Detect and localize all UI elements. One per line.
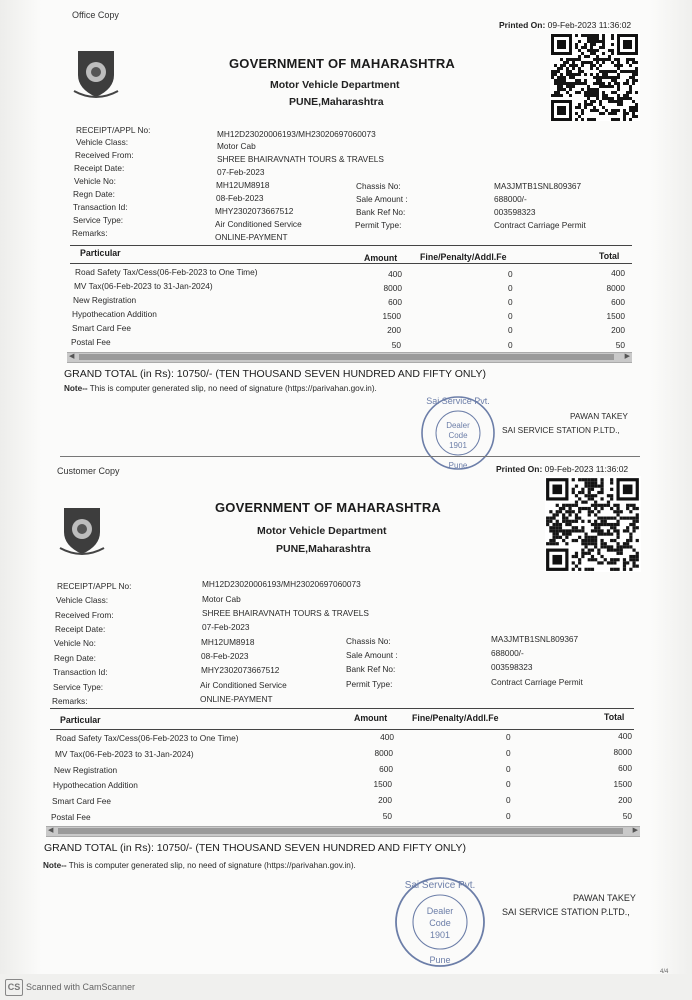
signatory-firm: SAI SERVICE STATION P.LTD., [502, 907, 630, 917]
note-label: Note-- [64, 384, 88, 393]
row-particular: Hypothecation Addition [53, 780, 138, 790]
receipt-date-label: Receipt Date: [55, 624, 106, 634]
row-amount: 8000 [383, 283, 402, 293]
scrollbar-thumb[interactable] [79, 354, 614, 360]
col-fine: Fine/Penalty/Addl.Fe [420, 252, 507, 262]
row-total: 200 [611, 325, 625, 335]
remarks-value: ONLINE-PAYMENT [215, 232, 288, 242]
grand-total: GRAND TOTAL (in Rs): 10750/- (TEN THOUSAND SEVEN HUNDRED AND FIFTY ONLY) [44, 842, 467, 854]
row-total: 600 [618, 763, 632, 773]
scroll-right-icon[interactable]: ▶ [624, 353, 630, 360]
receipt-no-value: MH12D23020006193/MH23020697060073 [217, 129, 376, 139]
vehicle-class-value: Motor Cab [217, 141, 256, 151]
permit-type-label: Permit Type: [355, 220, 402, 230]
remarks-label: Remarks: [52, 696, 88, 706]
vehicle-class-label: Vehicle Class: [56, 595, 109, 605]
receipt-date-value: 07-Feb-2023 [217, 167, 265, 177]
vehicle-class-label: Vehicle Class: [76, 137, 129, 147]
row-amount: 400 [388, 269, 402, 279]
service-type-label: Service Type: [73, 215, 124, 225]
svg-text:Dealer: Dealer [446, 421, 470, 430]
page-title: GOVERNMENT OF MAHARASHTRA [229, 56, 455, 71]
printed-on [496, 464, 628, 474]
service-type-value: Air Conditioned Service [215, 219, 302, 229]
permit-type-value: Contract Carriage Permit [491, 677, 583, 687]
row-amount: 200 [378, 795, 392, 805]
department-name: Motor Vehicle Department [270, 79, 400, 91]
row-amount: 8000 [374, 748, 393, 758]
signatory-name: PAWAN TAKEY [573, 893, 636, 903]
row-amount: 50 [391, 340, 401, 350]
svg-text:Pune: Pune [448, 461, 468, 470]
table-top-rule [50, 708, 634, 709]
row-total: 600 [611, 297, 625, 307]
service-type-label: Service Type: [53, 682, 104, 692]
scanner-text: Scanned with CamScanner [26, 982, 136, 992]
row-fine: 0 [508, 283, 513, 293]
sale-amount-label: Sale Amount : [346, 650, 398, 660]
received-from-value: SHREE BHAIRAVNATH TOURS & TRAVELS [202, 608, 369, 618]
vehicle-no-value: MH12UM8918 [201, 637, 255, 647]
row-particular: Smart Card Fee [72, 323, 132, 333]
vehicle-no-label: Vehicle No: [74, 176, 116, 186]
transaction-id-value: MHY2302073667512 [215, 206, 294, 216]
sale-amount-label: Sale Amount : [356, 194, 408, 204]
col-amount: Amount [354, 713, 388, 723]
printed-on-value: 09-Feb-2023 11:36:02 [547, 20, 632, 30]
row-fine: 0 [506, 748, 511, 758]
row-particular: New Registration [54, 765, 118, 775]
bank-ref-value: 003598323 [491, 662, 533, 672]
row-total: 1500 [613, 779, 632, 789]
row-amount: 1500 [373, 779, 392, 789]
note-text: This is computer generated slip, no need of signature (https://parivahan.gov.in). [89, 384, 377, 393]
row-particular: Smart Card Fee [52, 796, 112, 806]
signatory-name: PAWAN TAKEY [570, 411, 628, 421]
row-fine: 0 [506, 732, 511, 742]
receipt-no-label: RECEIPT/APPL No: [76, 125, 151, 135]
svg-text:Code: Code [448, 431, 468, 440]
regn-date-label: Regn Date: [73, 189, 115, 199]
copy-separator [60, 456, 640, 457]
receipt-date-value: 07-Feb-2023 [202, 622, 250, 632]
row-fine: 0 [508, 297, 513, 307]
receipt-date-label: Receipt Date: [74, 163, 125, 173]
dealer-stamp-icon [385, 872, 495, 972]
scrollbar-thumb[interactable] [58, 828, 623, 834]
service-type-value: Air Conditioned Service [200, 680, 287, 690]
received-from-value: SHREE BHAIRAVNATH TOURS & TRAVELS [217, 154, 384, 164]
copy-label: Customer Copy [57, 466, 120, 476]
permit-type-label: Permit Type: [346, 679, 393, 689]
remarks-label: Remarks: [72, 228, 108, 238]
row-total: 50 [622, 811, 632, 821]
row-particular: Road Safety Tax/Cess(06-Feb-2023 to One Time) [56, 733, 239, 743]
regn-date-label: Regn Date: [54, 653, 96, 663]
svg-text:Dealer: Dealer [426, 906, 454, 916]
row-amount: 600 [388, 297, 402, 307]
row-amount: 600 [379, 764, 393, 774]
receipt-no-label: RECEIPT/APPL No: [57, 581, 132, 591]
row-fine: 0 [508, 311, 513, 321]
chassis-no-label: Chassis No: [356, 181, 401, 191]
chassis-no-label: Chassis No: [346, 636, 391, 646]
col-total: Total [599, 251, 620, 261]
col-particular: Particular [80, 248, 121, 258]
received-from-label: Received From: [75, 150, 134, 160]
row-particular: New Registration [73, 295, 137, 305]
sale-amount-value: 688000/- [491, 648, 524, 658]
note-label: Note-- [43, 861, 67, 870]
row-particular: Hypothecation Addition [72, 309, 157, 319]
remarks-value: ONLINE-PAYMENT [200, 694, 273, 704]
row-fine: 0 [508, 325, 513, 335]
col-fine: Fine/Penalty/Addl.Fe [412, 713, 499, 723]
location: PUNE,Maharashtra [289, 96, 384, 108]
bank-ref-label: Bank Ref No: [356, 207, 406, 217]
row-fine: 0 [506, 795, 511, 805]
printed-on-label: Printed On: [496, 464, 543, 474]
row-amount: 200 [387, 325, 401, 335]
note-text: This is computer generated slip, no need of signature (https://parivahan.gov.in). [68, 861, 356, 870]
row-particular: Road Safety Tax/Cess(06-Feb-2023 to One Time) [75, 267, 258, 277]
row-total: 200 [618, 795, 632, 805]
svg-text:1901: 1901 [429, 930, 451, 940]
transaction-id-label: Transaction Id: [73, 202, 128, 212]
scroll-right-icon[interactable]: ▶ [632, 827, 638, 834]
svg-text:Sai Service Pvt.: Sai Service Pvt. [404, 880, 476, 891]
row-particular: Postal Fee [51, 812, 91, 822]
regn-date-value: 08-Feb-2023 [216, 193, 264, 203]
sale-amount-value: 688000/- [494, 194, 527, 204]
row-amount: 400 [380, 732, 394, 742]
col-particular: Particular [60, 715, 101, 725]
row-total: 1500 [606, 311, 625, 321]
vehicle-no-label: Vehicle No: [54, 638, 96, 648]
qr-code-icon [550, 33, 640, 121]
dealer-stamp-icon [410, 392, 506, 474]
row-amount: 50 [382, 811, 392, 821]
scroll-left-icon[interactable]: ◀ [69, 353, 75, 360]
row-total: 400 [618, 731, 632, 741]
printed-on-value: 09-Feb-2023 11:36:02 [544, 464, 629, 474]
row-fine: 0 [508, 269, 513, 279]
receipt-no-value: MH12D23020006193/MH23020697060073 [202, 579, 361, 589]
signatory-firm: SAI SERVICE STATION P.LTD., [502, 425, 620, 435]
location: PUNE,Maharashtra [276, 543, 371, 555]
row-total: 8000 [613, 747, 632, 757]
grand-total: GRAND TOTAL (in Rs): 10750/- (TEN THOUSAND SEVEN HUNDRED AND FIFTY ONLY) [64, 368, 487, 380]
col-total: Total [604, 712, 625, 722]
horizontal-scrollbar[interactable] [67, 352, 632, 363]
permit-type-value: Contract Carriage Permit [494, 220, 586, 230]
vehicle-class-value: Motor Cab [202, 594, 241, 604]
svg-text:1901: 1901 [449, 441, 467, 450]
col-amount: Amount [364, 253, 398, 263]
bank-ref-value: 003598323 [494, 207, 536, 217]
horizontal-scrollbar[interactable] [46, 826, 640, 837]
transaction-id-value: MHY2302073667512 [201, 665, 280, 675]
row-total: 50 [615, 340, 625, 350]
maharashtra-emblem-icon [56, 502, 108, 558]
row-fine: 0 [506, 811, 511, 821]
row-fine: 0 [506, 779, 511, 789]
copy-label: Office Copy [72, 10, 119, 20]
table-header-rule [70, 263, 632, 264]
maharashtra-emblem-icon [70, 45, 122, 101]
printed-on [499, 20, 631, 30]
svg-text:Sai Service Pvt.: Sai Service Pvt. [426, 396, 490, 406]
row-total: 400 [611, 268, 625, 278]
bank-ref-label: Bank Ref No: [346, 664, 396, 674]
svg-text:Code: Code [429, 918, 451, 928]
computer-generated-note [43, 861, 356, 870]
row-particular: Postal Fee [71, 337, 111, 347]
vehicle-no-value: MH12UM8918 [216, 180, 270, 190]
chassis-no-value: MA3JMTB1SNL809367 [494, 181, 582, 191]
svg-text:Pune: Pune [429, 955, 451, 965]
row-particular: MV Tax(06-Feb-2023 to 31-Jan-2024) [55, 749, 194, 759]
row-fine: 0 [508, 340, 513, 350]
qr-code-icon [545, 476, 641, 572]
transaction-id-label: Transaction Id: [53, 667, 108, 677]
page-title: GOVERNMENT OF MAHARASHTRA [215, 500, 441, 515]
received-from-label: Received From: [55, 610, 114, 620]
row-fine: 0 [506, 764, 511, 774]
row-total: 8000 [606, 283, 625, 293]
row-particular: MV Tax(06-Feb-2023 to 31-Jan-2024) [74, 281, 213, 291]
row-amount: 1500 [382, 311, 401, 321]
department-name: Motor Vehicle Department [257, 525, 387, 537]
computer-generated-note [64, 384, 377, 393]
table-top-rule [70, 245, 632, 246]
scanner-footer [0, 969, 692, 1000]
page-mark: 4/4 [660, 969, 669, 975]
printed-on-label: Printed On: [499, 20, 546, 30]
camscanner-logo-icon: CS [5, 979, 23, 996]
table-header-rule [50, 729, 634, 730]
regn-date-value: 08-Feb-2023 [201, 651, 249, 661]
scroll-left-icon[interactable]: ◀ [48, 827, 54, 834]
chassis-no-value: MA3JMTB1SNL809367 [491, 634, 579, 644]
